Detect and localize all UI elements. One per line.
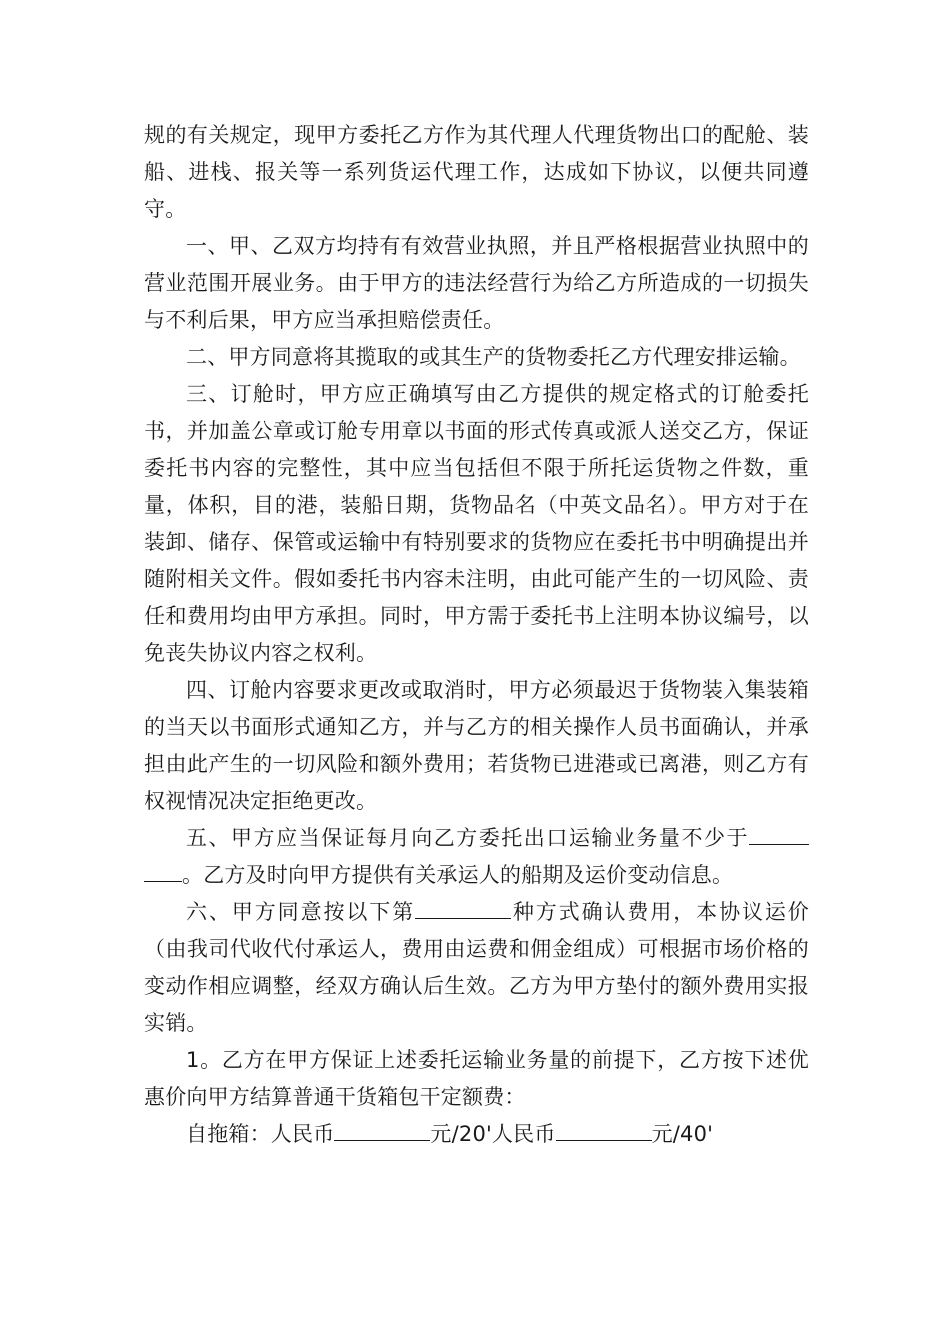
document-page [144, 117, 809, 1153]
paragraph-intro: 规的有关规定，现甲方委托乙方作为其代理人代理货物出口的配舱、装船、进栈、报关等一系列货运代理工作，达成如下协议，以便共同遵守。 [144, 123, 809, 221]
clause-5-text-b: 。乙方及时向甲方提供有关承运人的船期及运价变动信息。 [182, 863, 734, 887]
clause-6-text-b: 种方式确认费用，本协议运价（由我司代收代付承运人，费用由运费和佣金组成）可根据市场价格的变动作相应调整，经双方确认后生效。乙方为甲方垫付的额外费用实报实销。 [144, 900, 810, 1035]
clause-3: 三、订舱时，甲方应正确填写由乙方提供的规定格式的订舱委托书，并加盖公章或订舱专用章以书面的形式传真或派人送交乙方，保证委托书内容的完整性，其中应当包括但不限于所托运货物之件数，重量，体积，目的港，装船日期，货物品名（中英文品名）。甲方对于在装卸、储存、保管或运输中有特别要求的货物应在委托书中明确提出并随附相关文件。假如委托书内容未注明，由此可能产生的一切风险、责任和费用均由甲方承担。同时，甲方需于委托书上注明本协议编号，以免丧失协议内容之权利。 [144, 382, 809, 665]
volume-blank-part-1[interactable] [749, 822, 809, 845]
self-tow-label: 自拖箱：人民币 [186, 1122, 335, 1146]
price-20ft-blank[interactable] [334, 1118, 430, 1141]
volume-blank-part-2[interactable] [144, 859, 182, 882]
clause-2: 二、甲方同意将其揽取的或其生产的货物委托乙方代理安排运输。 [186, 345, 801, 369]
clause-6-item-1: 1。乙方在甲方保证上述委托运输业务量的前提下，乙方按下述优惠价向甲方结算普通干货箱包干定额费： [144, 1048, 809, 1109]
clause-5-text-a: 五、甲方应当保证每月向乙方委托出口运输业务量不少于 [186, 826, 749, 850]
unit-40ft-label: 元/40' [651, 1122, 714, 1146]
clause-4: 四、订舱内容要求更改或取消时，甲方必须最迟于货物装入集装箱的当天以书面形式通知乙方，并与乙方的相关操作人员书面确认，并承担由此产生的一切风险和额外费用；若货物已进港或已离港，则乙方有权视情况决定拒绝更改。 [144, 678, 809, 813]
unit-20ft-label: 元/20'人民币 [430, 1122, 556, 1146]
price-40ft-blank[interactable] [556, 1118, 652, 1141]
self-tow-line [144, 1116, 809, 1153]
method-number-blank[interactable] [415, 896, 511, 919]
clause-6 [144, 894, 809, 1042]
clause-6-text-a: 六、甲方同意按以下第 [186, 900, 416, 924]
clause-1: 一、甲、乙双方均持有有效营业执照，并且严格根据营业执照中的营业范围开展业务。由于甲方的违法经营行为给乙方所造成的一切损失与不利后果，甲方应当承担赔偿责任。 [144, 234, 809, 332]
clause-5 [144, 820, 809, 894]
